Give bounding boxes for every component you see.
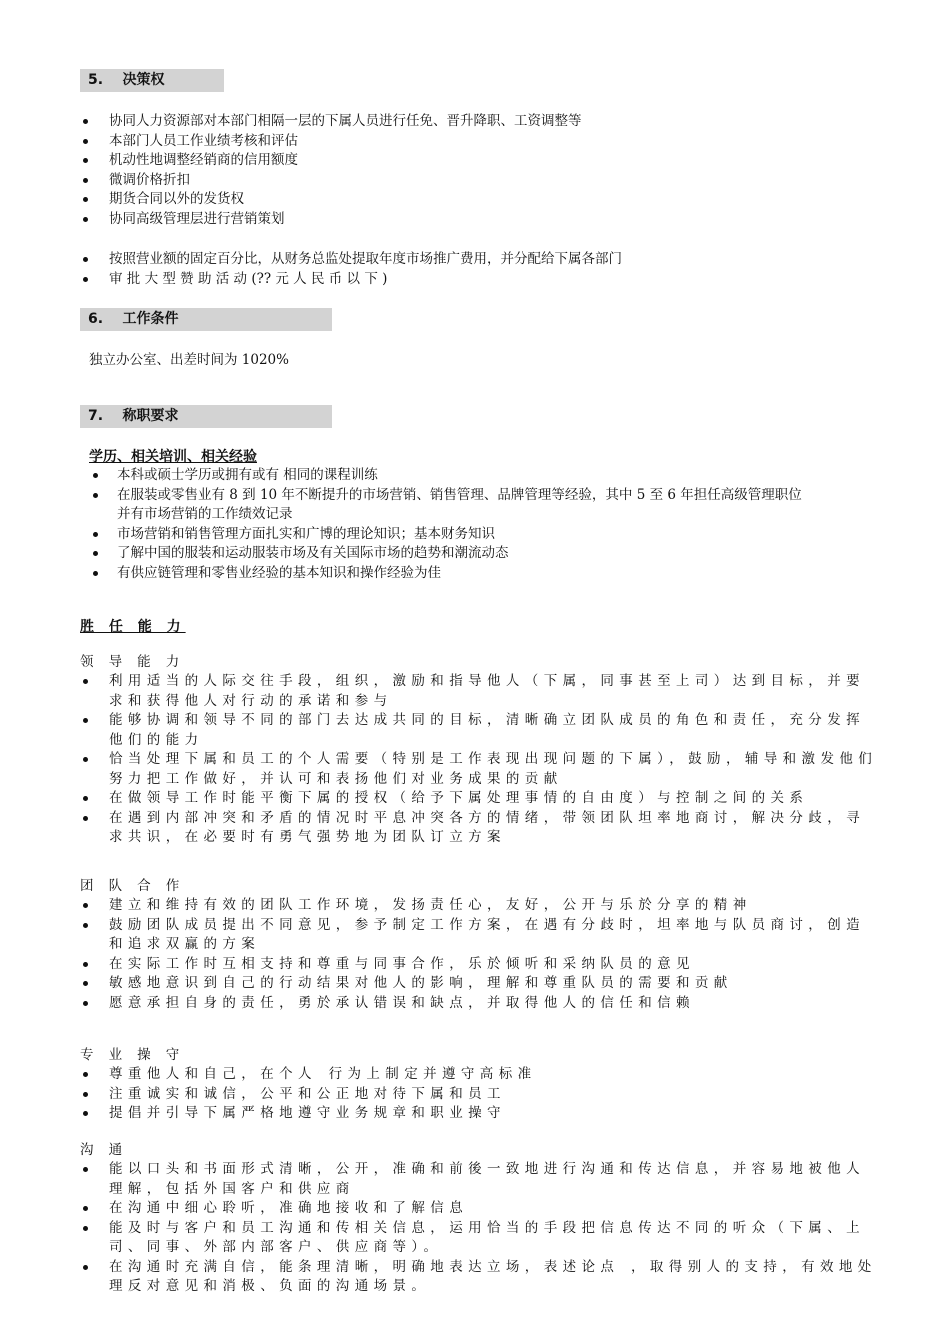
decision-list-2 [80, 250, 880, 289]
list-item: 能以口头和书面形式清晰，公开，准确和前後一致地进行沟通和传达信息，并容易地被他人理解，包括外国客户和供应商 [80, 1160, 880, 1199]
list-item: 按照营业额的固定百分比，从财务总监处提取年度市场推广费用，并分配给下属各部门 [80, 250, 880, 270]
section-header-decision: 5. 决策权 [80, 69, 224, 92]
list-item: 协同人力资源部对本部门相隔一层的下属人员进行任免、晋升降职、工资调整等 [80, 112, 880, 132]
decision-list [80, 112, 880, 229]
group-title-communication: 沟 通 [80, 1142, 128, 1158]
competency-title: 胜 任 能 力 [80, 619, 186, 635]
list-item: 利用适当的人际交往手段，组织，激励和指导他人（下属，同事甚至上司）达到目标，并要求和获得他人对行动的承诺和参与 [80, 672, 880, 711]
list-item: 注重诚实和诚信，公平和公正地对待下属和员工 [80, 1085, 880, 1105]
list-item: 本部门人员工作业绩考核和评估 [80, 132, 880, 152]
list-item: 市场营销和销售管理方面扎实和广博的理论知识；基本财务知识 [80, 525, 810, 545]
list-item: 愿意承担自身的责任，勇於承认错误和缺点，并取得他人的信任和信赖 [80, 994, 880, 1014]
list-item: 机动性地调整经销商的信用额度 [80, 151, 880, 171]
list-item: 建立和维持有效的团队工作环境，发扬责任心，友好，公开与乐於分享的精神 [80, 896, 880, 916]
group-title-teamwork: 团 队 合 作 [80, 878, 185, 894]
section-header-conditions: 6. 工作条件 [80, 308, 332, 331]
list-item: 鼓励团队成员提出不同意见，参予制定工作方案，在遇有分歧时，坦率地与队员商讨，创造和追求双赢的方案 [80, 916, 880, 955]
list-item: 本科或硕士学历或拥有或有 相同的课程训练 [80, 466, 810, 486]
list-item: 在服装或零售业有 8 到 10 年不断提升的市场营销、销售管理、品牌管理等经验，其中 5 至 6 年担任高级管理职位并有市场营销的工作绩效记录 [80, 486, 810, 525]
list-item: 敏感地意识到自己的行动结果对他人的影响，理解和尊重队员的需要和贡献 [80, 974, 880, 994]
list-item: 有供应链管理和零售业经验的基本知识和操作经验为佳 [80, 564, 810, 584]
list-item: 在实际工作时互相支持和尊重与同事合作，乐於倾听和采纳队员的意见 [80, 955, 880, 975]
list-item: 期货合同以外的发货权 [80, 190, 880, 210]
leadership-list [80, 672, 880, 848]
list-item: 尊重他人和自己，在个人 行为上制定并遵守高标准 [80, 1065, 880, 1085]
professional-ethics-list [80, 1065, 880, 1124]
list-item: 在做领导工作时能平衡下属的授权（给予下属处理事情的自由度）与控制之间的关系 [80, 789, 880, 809]
list-item: 在沟通时充满自信，能条理清晰，明确地表达立场，表述论点 ，取得别人的支持，有效地处理反对意见和消极、负面的沟通场景。 [80, 1258, 880, 1297]
requirements-list [80, 466, 810, 583]
list-item: 协同高级管理层进行营销策划 [80, 210, 880, 230]
list-item: 能及时与客户和员工沟通和传相关信息，运用恰当的手段把信息传达不同的听众（下属、上司、同事、外部内部客户、供应商等）。 [80, 1219, 880, 1258]
list-item: 了解中国的服装和运动服装市场及有关国际市场的趋势和潮流动态 [80, 544, 810, 564]
list-item: 在遇到内部冲突和矛盾的情况时平息冲突各方的情绪，带领团队坦率地商讨，解决分歧，寻求共识，在必要时有勇气强势地为团队订立方案 [80, 809, 880, 848]
group-title-leadership: 领 导 能 力 [80, 654, 185, 670]
list-item: 审 批 大 型 赞 助 活 动 (?? 元 人 民 币 以 下 ) [80, 270, 880, 290]
conditions-text: 独立办公室、出差时间为 1020% [89, 352, 289, 368]
list-item: 提倡并引导下属严格地遵守业务规章和职业操守 [80, 1104, 880, 1124]
teamwork-list [80, 896, 880, 1013]
communication-list [80, 1160, 880, 1297]
list-item: 能够协调和领导不同的部门去达成共同的目标，清晰确立团队成员的角色和责任，充分发挥他们的能力 [80, 711, 880, 750]
group-title-professional-ethics: 专 业 操 守 [80, 1047, 185, 1063]
list-item: 恰当处理下属和员工的个人需要（特别是工作表现出现问题的下属），鼓励，辅导和激发他们努力把工作做好，并认可和表扬他们对业务成果的贡献 [80, 750, 880, 789]
section-header-requirements: 7. 称职要求 [80, 405, 332, 428]
list-item: 微调价格折扣 [80, 171, 880, 191]
requirements-subtitle: 学历、相关培训、相关经验 [89, 449, 257, 465]
list-item: 在沟通中细心聆听，准确地接收和了解信息 [80, 1199, 880, 1219]
